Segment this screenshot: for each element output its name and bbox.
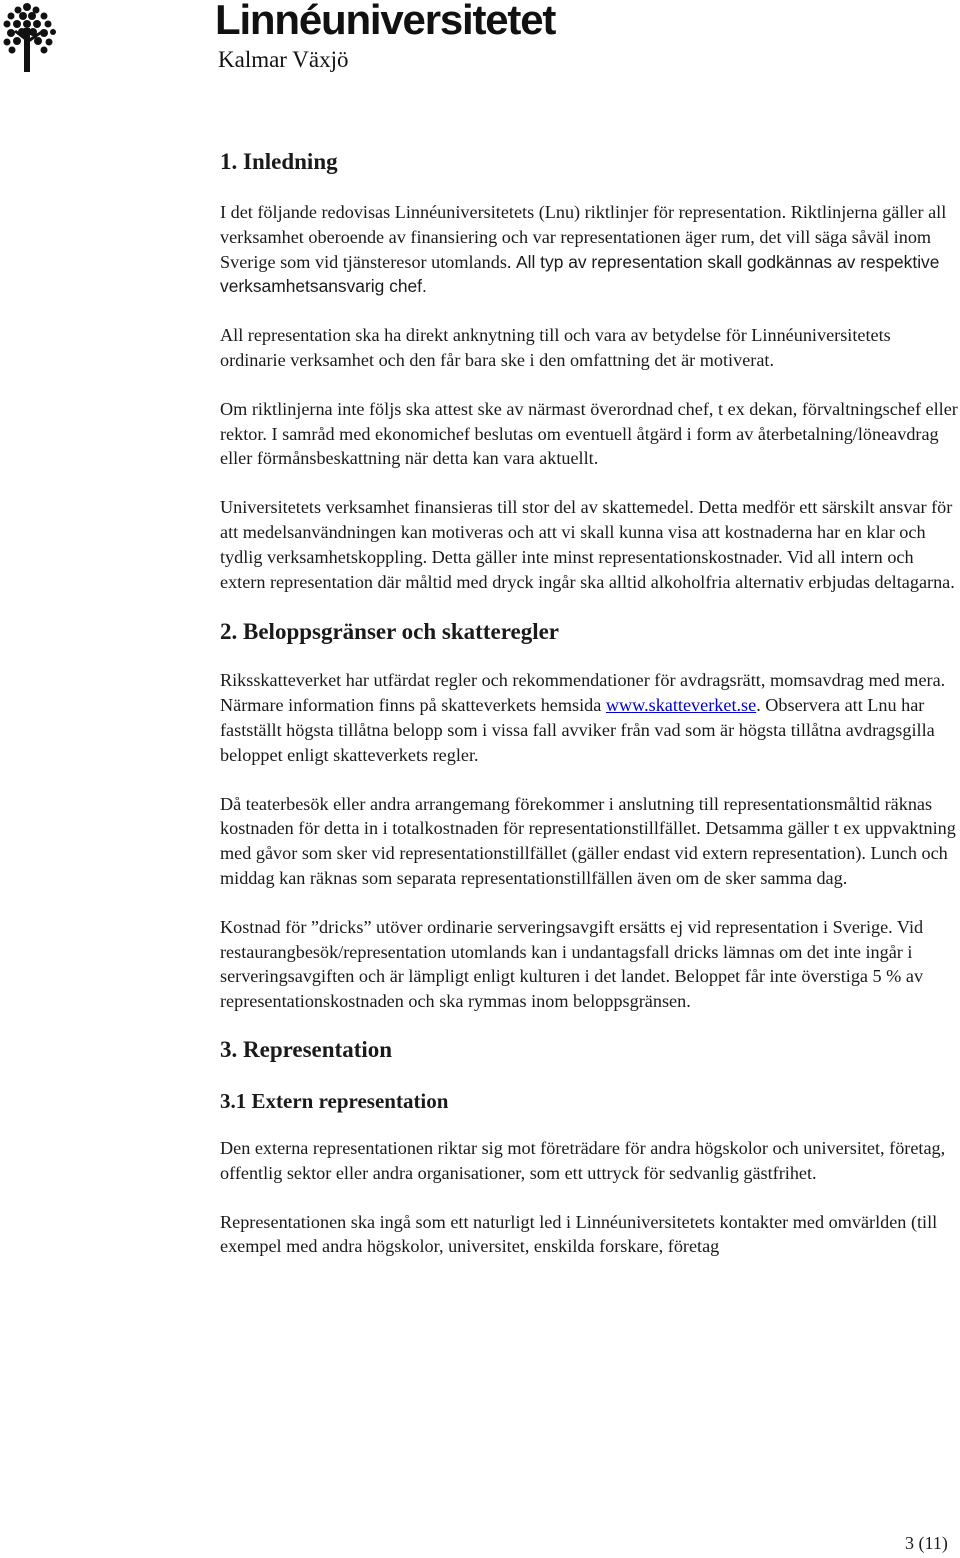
skatteverket-link[interactable]: www.skatteverket.se [605, 695, 757, 716]
page-number: 3 (11) [905, 1533, 948, 1553]
section-2-heading: 2. Beloppsgränser och skatteregler [220, 619, 560, 645]
document-body [220, 146, 960, 1259]
section-1-paragraph-1-approval: All typ av representation skall godkännas av respektive verksamhetsansvarig chef. [220, 251, 940, 297]
tree-logo-icon [2, 2, 58, 72]
section-3-1-paragraph-1: Den externa representationen riktar sig mot företrädare för andra högskolor och universitet, företag, offentlig sektor eller andra organisationer, som ett uttryck för sedvanlig gästfrihet. [220, 1137, 946, 1183]
section-2-paragraph-3: Kostnad för ”dricks” utöver ordinarie serveringsavgift ersätts ej vid representation i Sverige. Vid restaurangbesök/representation utomlands kan i undantagsfall dricks lämnas om det inte ingår i serveringsavgiften och är lämpligt enligt kulturen i det landet. Beloppet får inte överstiga 5 % av representationskostnaden och ska rymmas inom beloppsgränsen. [220, 916, 924, 1012]
section-3-1-heading: 3.1 Extern representation [220, 1088, 449, 1113]
document-header [0, 0, 620, 80]
section-1-paragraph-1-text: I det följande redovisas Linnéuniversitetets (Lnu) riktlinjer för representation. Riktlinjerna gäller all verksamhet oberoende av finansiering och var representationen äger rum, det vill säga såväl inom Sverige som vid tjänsteresor utomlands. [220, 202, 947, 272]
section-2-paragraph-1 [220, 668, 960, 767]
section-1-heading: 1. Inledning [220, 149, 338, 174]
section-2-paragraph-2: Då teaterbesök eller andra arrangemang förekommer i anslutning till representationsmåltid räknas kostnaden för detta in i totalkostnaden för representationstillfället. Detsamma gäller t ex uppvaktning med gåvor som sker vid representationstillfället (gäller endast vid extern representation). Lunch och middag kan räknas som separata representationstillfällen även om de sker samma dag. [220, 793, 956, 888]
university-logo-subtitle: Kalmar Växjö [218, 47, 349, 72]
section-1-paragraph-1 [220, 200, 960, 299]
university-logo-name: Linnéuniversitetet [215, 0, 556, 43]
section-3-1-paragraph-2: Representationen ska ingå som ett naturligt led i Linnéuniversitetets kontakter med omvärlden (till exempel med andra högskolor, universitet, enskilda forskare, företag [220, 1211, 938, 1257]
section-1-paragraph-2: All representation ska ha direkt anknytning till och vara av betydelse för Linnéuniversitetets ordinarie verksamhet och den får bara ske i den omfattning det är motiverat. [220, 325, 891, 370]
section-2-paragraph-1-text: Riksskatteverket har utfärdat regler och rekommendationer för avdragsrätt, momsavdrag med mera. Närmare information finns på skatteverkets hemsida [220, 670, 946, 716]
section-1-paragraph-3: Om riktlinjerna inte följs ska attest ske av närmast överordnad chef, t ex dekan, förvaltningschef eller rektor. I samråd med ekonomichef beslutas om eventuell åtgärd i form av återbetalning/löneavdrag eller förmånsbeskattning när detta kan vara aktuellt. [220, 398, 958, 469]
section-2-paragraph-1-rest: . Observera att Lnu har fastställt högsta tillåtna belopp som i vissa fall avviker från vad som är högsta tillåtna avdragsgilla beloppet enligt skatteverkets regler. [220, 695, 935, 765]
section-3-heading: 3. Representation [220, 1036, 393, 1062]
section-1-paragraph-4: Universitetets verksamhet finansieras till stor del av skattemedel. Detta medför ett särskilt ansvar för att medelsanvändningen kan motiveras och att vi skall kunna visa att kostnaderna har en klar och tydlig verksamhetskoppling. Detta gäller inte minst representationskostnader. Vid all intern och extern representation där måltid med dryck ingår ska alltid alkoholfria alternativ erbjudas deltagarna. [220, 497, 955, 592]
